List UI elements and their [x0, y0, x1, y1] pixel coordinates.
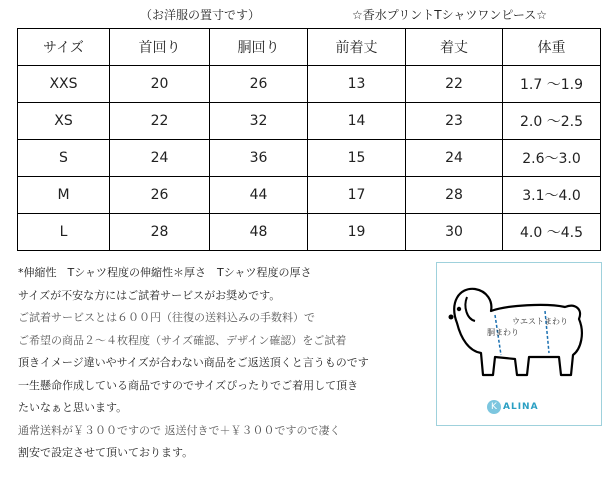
note-line: ご試着サービスとは６００円（往復の送料込みの手数料）で [18, 311, 315, 324]
cell-weight: 4.0 〜4.5 [503, 214, 601, 251]
note-line: *伸縮性 Tシャツ程度の伸縮性＊厚さ Tシャツ程度の厚さ [18, 266, 312, 279]
dog-measurement-diagram [436, 262, 602, 426]
table-row [18, 103, 601, 140]
note-line: 割安で設定させて頂いております。 [18, 446, 194, 459]
cell-chest: 26 [210, 66, 308, 103]
header-length: 着丈 [406, 29, 503, 66]
cell-neck: 28 [110, 214, 210, 251]
note-line: 頂きイメージ違いやサイズが合わない商品をご返送頂くと言うものです [18, 356, 369, 369]
caption-right: ☆香水プリントTシャツワンピース☆ [352, 8, 548, 22]
girth-label: 胴まわり [487, 328, 519, 337]
cell-neck: 24 [110, 140, 210, 177]
caption-left: （お洋服の置寸です） [140, 8, 261, 22]
cell-length: 23 [406, 103, 503, 140]
header-front-length: 前着丈 [308, 29, 406, 66]
waist-label: ウエストまわり [512, 317, 568, 326]
table-row [18, 177, 601, 214]
note-line: サイズが不安な方にはご試着サービスがお奨めです。 [18, 288, 281, 302]
header-chest: 胴回り [210, 29, 308, 66]
table-row [18, 140, 601, 177]
cell-front-length: 13 [308, 66, 406, 103]
cell-length: 24 [406, 140, 503, 177]
cell-weight: 2.0 〜2.5 [503, 103, 601, 140]
cell-chest: 44 [210, 177, 308, 214]
note-line: 一生懸命作成している商品ですのでサイズぴったりでご着用して頂き [18, 378, 359, 392]
notes-block [18, 262, 438, 465]
cell-front-length: 15 [308, 140, 406, 177]
header-size: サイズ [18, 29, 110, 66]
table-row [18, 214, 601, 251]
cell-size: XXS [18, 66, 110, 103]
table-header-row [18, 29, 601, 66]
cell-neck: 22 [110, 103, 210, 140]
note-line: たいなぁと思います。 [18, 401, 128, 414]
cell-weight: 3.1〜4.0 [503, 177, 601, 214]
cell-size: L [18, 214, 110, 251]
cell-chest: 48 [210, 214, 308, 251]
header-neck: 首回り [110, 29, 210, 66]
header-weight: 体重 [503, 29, 601, 66]
cell-weight: 2.6〜3.0 [503, 140, 601, 177]
cell-size: XS [18, 103, 110, 140]
cell-size: S [18, 140, 110, 177]
cell-neck: 20 [110, 66, 210, 103]
cell-length: 30 [406, 214, 503, 251]
brand-logo-icon: K [487, 400, 501, 414]
cell-length: 28 [406, 177, 503, 214]
cell-front-length: 19 [308, 214, 406, 251]
cell-neck: 26 [110, 177, 210, 214]
cell-front-length: 17 [308, 177, 406, 214]
size-table [17, 28, 601, 251]
note-line: ご希望の商品２〜４枚程度（サイズ確認、デザイン確認）をご試着 [18, 333, 347, 347]
note-line: 通常送料が￥３００ですので 返送付きで＋￥３００ですので凄く [18, 423, 341, 437]
cell-size: M [18, 177, 110, 214]
brand-name: ALINA [503, 402, 539, 412]
cell-chest: 32 [210, 103, 308, 140]
cell-front-length: 14 [308, 103, 406, 140]
cell-length: 22 [406, 66, 503, 103]
dog-silhouette-icon [437, 263, 601, 425]
cell-weight: 1.7 〜1.9 [503, 66, 601, 103]
table-row [18, 66, 601, 103]
cell-chest: 36 [210, 140, 308, 177]
